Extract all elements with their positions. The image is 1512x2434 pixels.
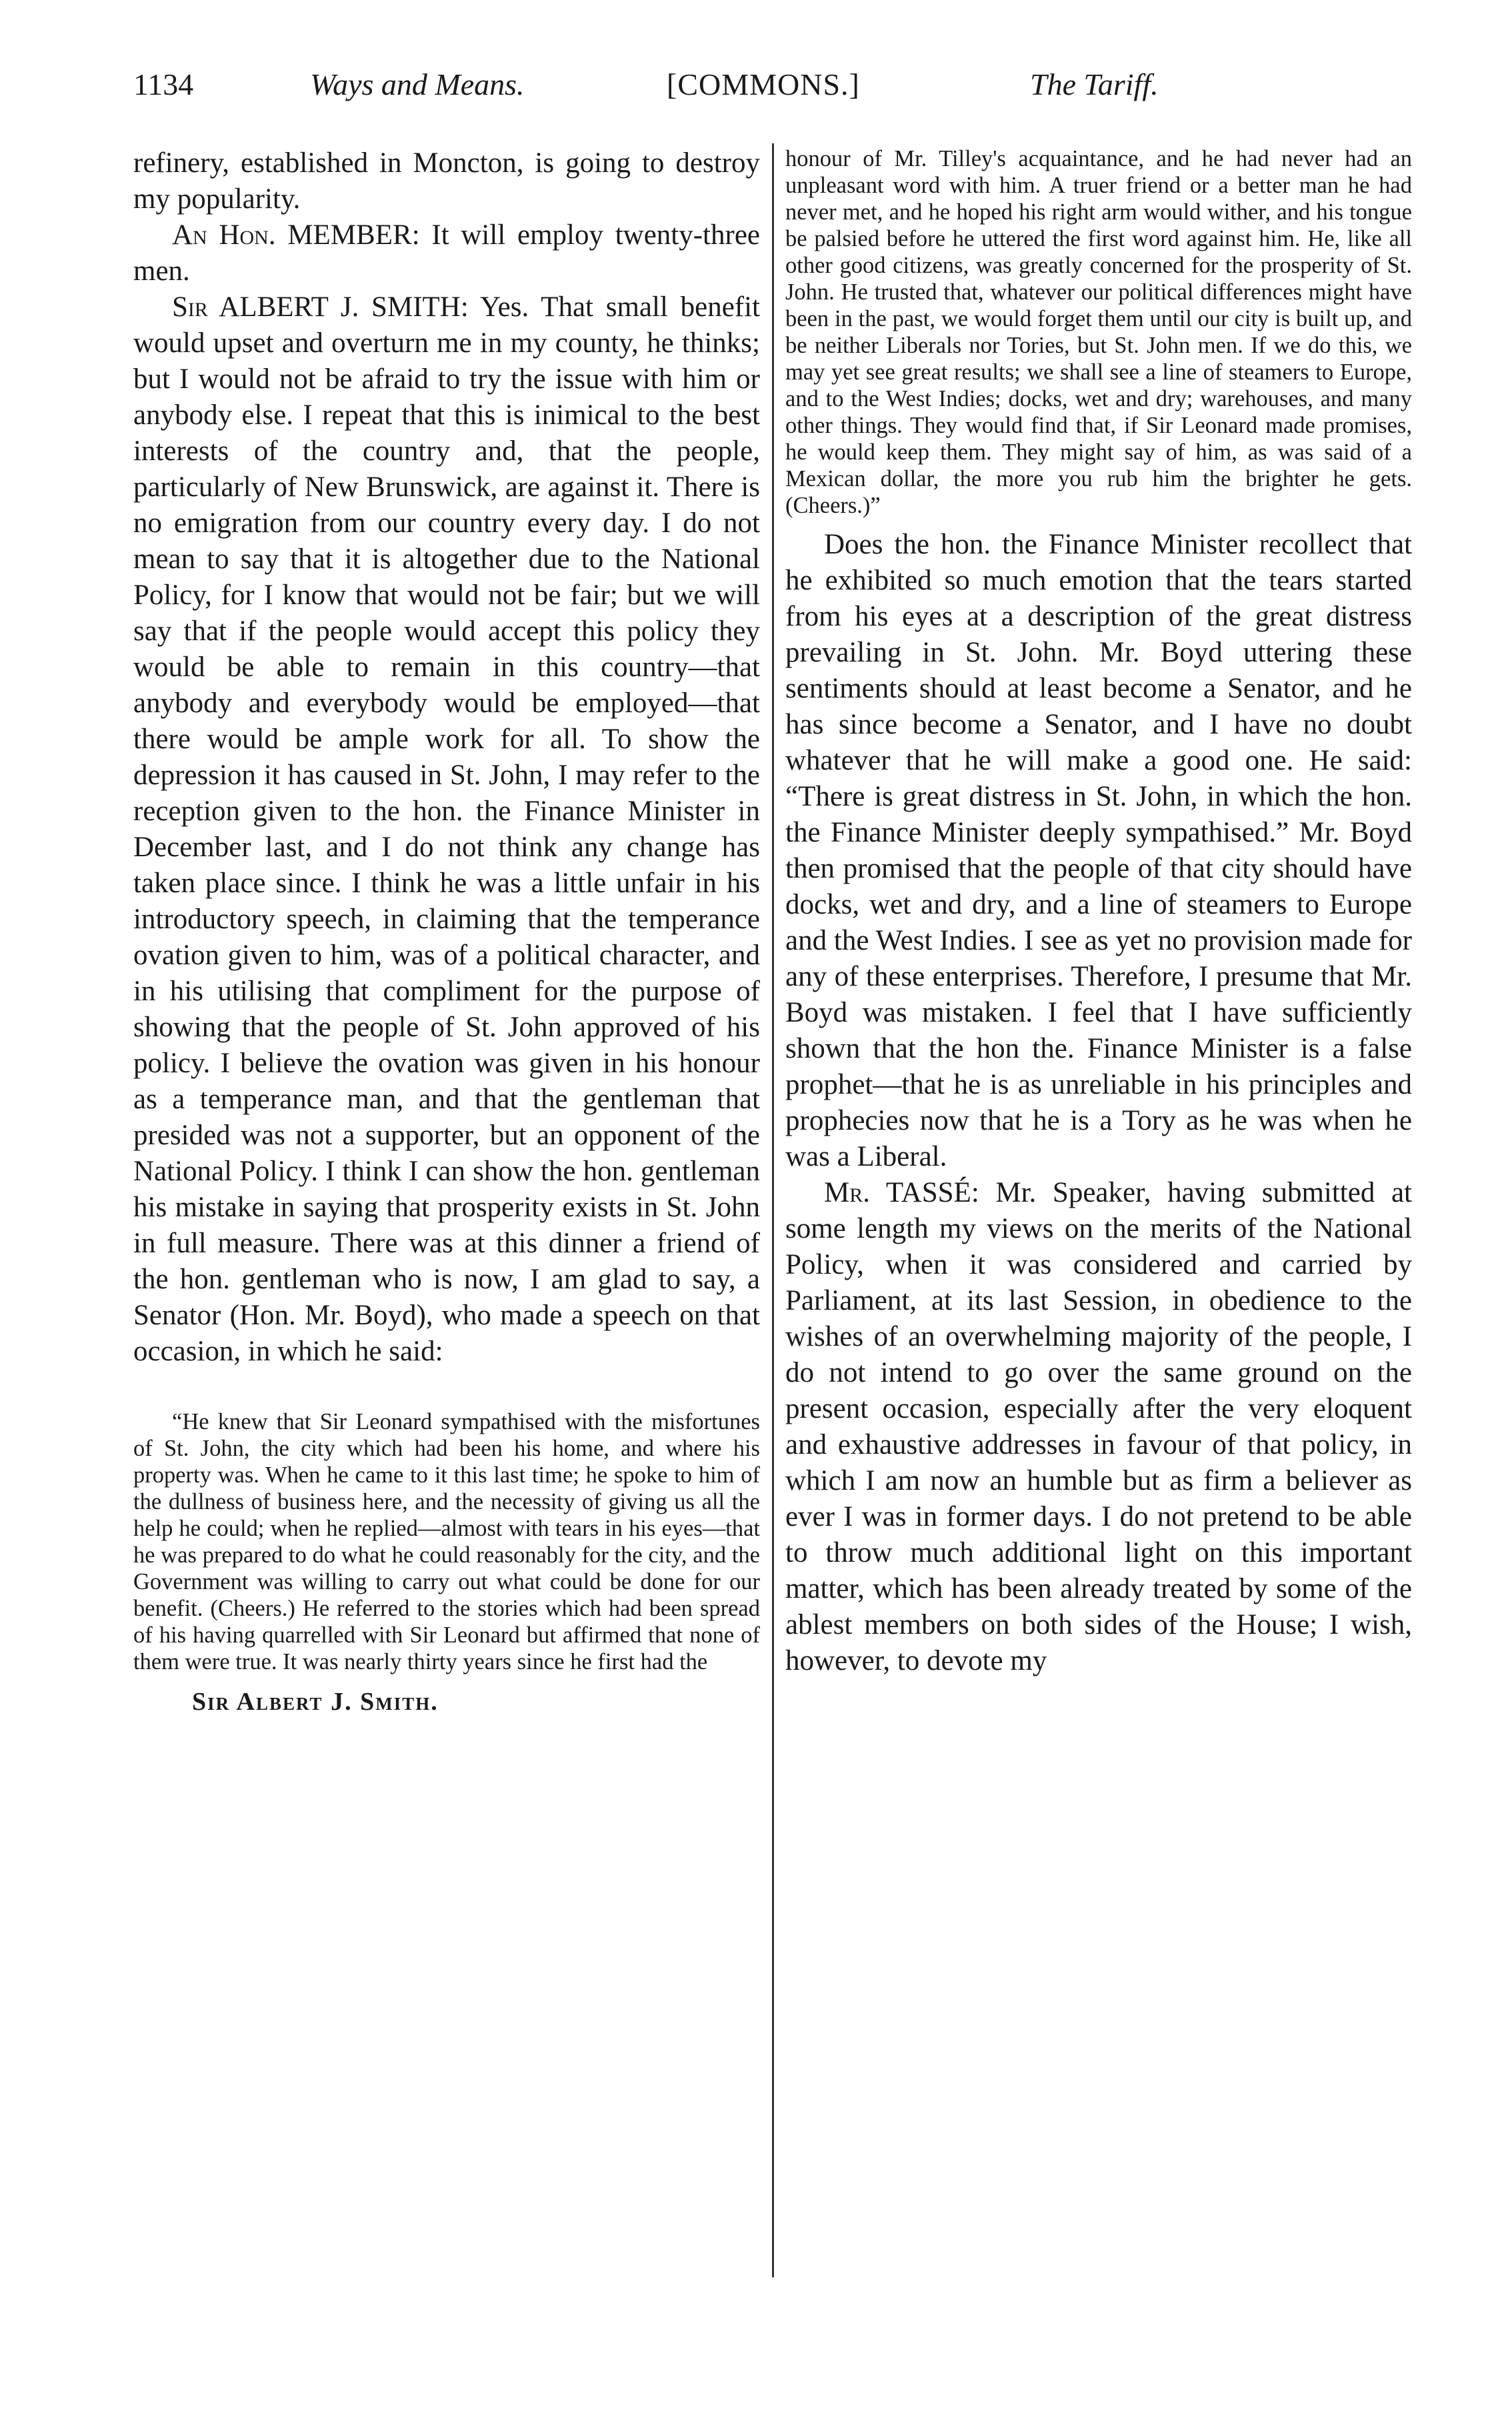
right-paragraph-2: [785, 1175, 1412, 1679]
signature-line: Sir Albert J. Smith.: [192, 1688, 439, 1716]
right-paragraph-1: Does the hon. the Finance Minister recollect that he exhibited so much emotion that the tears started from his eyes at a description of the great distress prevailing in St. John. Mr. Boyd uttering these sentiments should at least become a Senator, and he has since become a Senator, and I have no doubt whatever that he will make a good one. He said: “There is great distress in St. John, in which the hon. the Finance Minister deeply sympathised.” Mr. Boyd then promised that the people of that city should have docks, wet and dry, and a line of steamers to Europe and the West Indies. I see as yet no provision made for any of these enterprises. Therefore, I presume that Mr. Boyd was mistaken. I feel that I have sufficiently shown that the hon the. Finance Minister is a false prophet—that he is as unreliable in his principles and prophecies now that he is a Tory as he was when he was a Liberal.: [785, 529, 1412, 1172]
page-number: 1134: [133, 67, 194, 101]
header-center-title: [COMMONS.]: [667, 67, 860, 101]
left-paragraph-3: [133, 289, 760, 1370]
header-right-title: The Tariff.: [1030, 67, 1159, 101]
column-divider: [772, 143, 774, 2277]
left-paragraph-1: refinery, established in Moncton, is going to destroy my popularity.: [133, 147, 760, 215]
left-column: [133, 145, 760, 1716]
speaker-name: Mr. TASSÉ: [824, 1177, 971, 1208]
speech-text: : It will employ twenty-three men.: [133, 219, 760, 287]
right-quote-continuation: honour of Mr. Tilley's acquaintance, and he had never had an unpleasant word with him. A truer friend or a better man he had never met, and he hoped his right arm would wither, and his tongue be palsied before he uttered the first word against him. He, like all other good citizens, was greatly concerned for the prosperity of St. John. He trusted that, whatever our political differences might have been in the past, we would forget them until our city is built up, and be neither Liberals nor Tories, but St. John men. If we do this, we may yet see great results; we shall see a line of steamers to Europe, and to the West Indies; docks, wet and dry; warehouses, and many other things. They would find that, if Sir Leonard made promises, he would keep them. They might say of him, as was said of a Mexican dollar, the more you rub him the brighter he gets. (Cheers.)”: [785, 146, 1412, 518]
speaker-name: An Hon. MEMBER: [172, 219, 412, 251]
right-column: [785, 145, 1412, 1679]
speaker-name: Sir ALBERT J. SMITH: [172, 291, 461, 323]
page-header: [133, 67, 1413, 120]
header-left-title: Ways and Means.: [310, 67, 525, 101]
speech-text: : Yes. That small benefit would upset and overturn me in my county, he thinks; but I would not be afraid to try the issue with him or anybody else. I repeat that this is inimical to the best interests of the country and, that the people, particularly of New Brunswick, are against it. There is no emigration from our country every day. I do not mean to say that it is altogether due to the National Policy, for I know that would not be fair; but we will say that if the people would accept this policy they would be able to remain in this country—that anybody and everybody would be employed—that there would be ample work for all. To show the depression it has caused in St. John, I may refer to the reception given to the hon. the Finance Minister in December last, and I do not think any change has taken place since. I think he was a little unfair in his introductory speech, in claiming that the temperance ovation given to him, was of a political character, and in his utilising that compliment for the purpose of showing that the people of St. John approved of his policy. I believe the ovation was given in his honour as a temperance man, and that the gentleman that presided was not a supporter, but an opponent of the National Policy. I think I can show the hon. gentleman his mistake in saying that prosperity exists in St. John in full measure. There was at this dinner a friend of the hon. gentleman who is now, I am glad to say, a Senator (Hon. Mr. Boyd), who made a speech on that occasion, in which he said:: [133, 291, 761, 1367]
speech-text: : Mr. Speaker, having submitted at some length my views on the merits of the National Policy, when it was considered and carried by Parliament, at its last Session, in obedience to the wishes of an overwhelming majority of the people, I do not intend to go over the same ground on the present occasion, especially after the very eloquent and exhaustive addresses in favour of that policy, in which I am now an humble but as firm a believer as ever I was in former days. I do not pretend to be able to throw much additional light on this important matter, which has been already treated by some of the ablest members on both sides of the House; I wish, however, to devote my: [785, 1177, 1412, 1676]
left-quote-block: “He knew that Sir Leonard sympathised with the misfortunes of St. John, the city which had been his home, and where his property was. When he came to it this last time; he spoke to him of the dullness of business here, and the necessity of giving us all the help he could; when he replied—almost with tears in his eyes—that he was prepared to do what he could reasonably for the city, and the Government was willing to carry out what could be done for our benefit. (Cheers.) He referred to the stories which had been spread of his having quarrelled with Sir Leonard but affirmed that none of them were true. It was nearly thirty years since he first had the: [133, 1409, 760, 1674]
left-paragraph-2: [133, 217, 760, 289]
